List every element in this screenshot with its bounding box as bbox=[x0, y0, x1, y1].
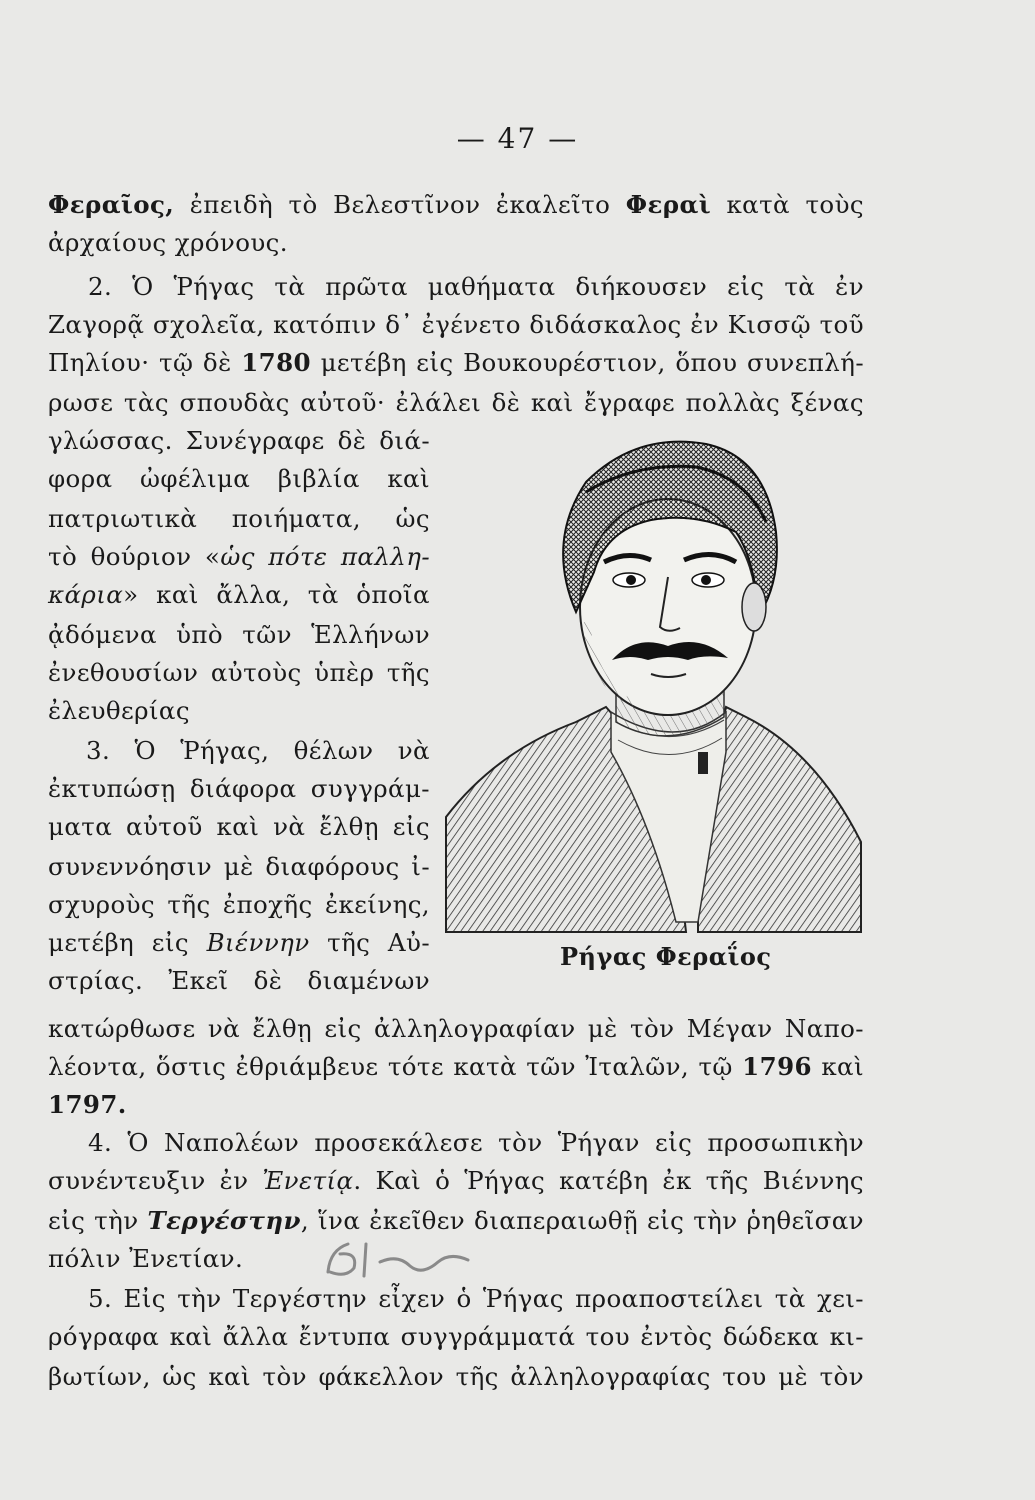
text-line: ᾀδόμενα ὑπὸ τῶν Ἑλλήνων bbox=[48, 620, 430, 649]
text-line: ρωσε τὰς σπουδὰς αὐτοῦ· ἐλάλει δὲ καὶ ἔγραφε πολλὰς ξένας bbox=[48, 388, 864, 417]
paragraph-2-start: 2. Ὁ Ῥήγας τὰ πρῶτα μαθήματα διήκουσεν εἰς τὰ ἐν bbox=[88, 272, 864, 301]
text-line: μετέβη εἰς Βιέννην τῆς Αὐ- bbox=[48, 928, 430, 957]
text-line: Ζαγορᾷ σχολεῖα, κατόπιν δ᾽ ἐγένετο διδάσκαλος ἐν Κισσῷ τοῦ bbox=[48, 310, 864, 339]
page-number: — 47 — bbox=[456, 122, 579, 155]
handwritten-note bbox=[318, 1232, 478, 1282]
text-line: ἐλευθερίας bbox=[48, 696, 190, 725]
text-line: βωτίων, ὡς καὶ τὸν φάκελλον τῆς ἀλληλογραφίας του μὲ τὸν bbox=[48, 1362, 864, 1391]
text-line: πατριωτικὰ ποιήματα, ὡς bbox=[48, 504, 430, 533]
text-line: εἰς τὴν Τεργέστην, ἵνα ἐκεῖθεν διαπεραιωθῇ εἰς τὴν ῥηθεῖσαν bbox=[48, 1206, 864, 1235]
text-line: ρόγραφα καὶ ἄλλα ἔντυπα συγγράμματά του ἐντὸς δώδεκα κι- bbox=[48, 1322, 864, 1351]
text-line: Φεραῖος, ἐπειδὴ τὸ Βελεστῖνον ἐκαλεῖτο Φεραὶ κατὰ τοὺς bbox=[48, 190, 864, 219]
text-line: στρίας. Ἐκεῖ δὲ διαμένων bbox=[48, 966, 430, 995]
paragraph-4-start: 4. Ὁ Ναπολέων προσεκάλεσε τὸν Ῥήγαν εἰς προσωπικὴν bbox=[88, 1128, 864, 1157]
text-line: ἀρχαίους χρόνους. bbox=[48, 228, 288, 257]
text-line: ἐνεθουσίων αὐτοὺς ὑπὲρ τῆς bbox=[48, 658, 430, 687]
text-line: πόλιν Ἐνετίαν. bbox=[48, 1244, 244, 1273]
portrait-caption: Ρήγας Φεραΐος bbox=[560, 942, 772, 971]
portrait-engraving bbox=[436, 422, 876, 942]
text-line: συνεννόησιν μὲ διαφόρους ἰ- bbox=[48, 852, 430, 881]
text-line: ἐκτυπώσῃ διάφορα συγγράμ- bbox=[48, 774, 430, 803]
text-line: γλώσσας. Συνέγραφε δὲ διά- bbox=[48, 426, 430, 455]
text-line: φορα ὠφέλιμα βιβλία καὶ bbox=[48, 464, 430, 493]
text-line: λέοντα, ὅστις ἐθριάμβευε τότε κατὰ τῶν Ἰταλῶν, τῷ 1796 καὶ bbox=[48, 1052, 864, 1081]
text-line: σχυροὺς τῆς ἐποχῆς ἐκείνης, bbox=[48, 890, 430, 919]
text-line: τὸ θούριον «ὡς πότε παλλη- bbox=[48, 542, 430, 571]
text-line: κάρια» καὶ ἄλλα, τὰ ὁποῖα bbox=[48, 580, 430, 609]
text-line: κατώρθωσε νὰ ἔλθῃ εἰς ἀλληλογραφίαν μὲ τὸν Μέγαν Ναπο- bbox=[48, 1014, 864, 1043]
text-line: ματα αὐτοῦ καὶ νὰ ἔλθῃ εἰς bbox=[48, 812, 430, 841]
text-line: συνέντευξιν ἐν Ἐνετίᾳ. Καὶ ὁ Ῥήγας κατέβη ἐκ τῆς Βιέννης bbox=[48, 1166, 864, 1195]
text-line: Πηλίου· τῷ δὲ 1780 μετέβη εἰς Βουκουρέστιον, ὅπου συνεπλή- bbox=[48, 348, 864, 377]
paragraph-5-start: 5. Εἰς τὴν Τεργέστην εἶχεν ὁ Ῥήγας προαποστείλει τὰ χει- bbox=[88, 1284, 864, 1313]
paragraph-3-start: 3. Ὁ Ῥήγας, θέλων νὰ bbox=[86, 736, 430, 765]
text-line: 1797. bbox=[48, 1090, 127, 1119]
